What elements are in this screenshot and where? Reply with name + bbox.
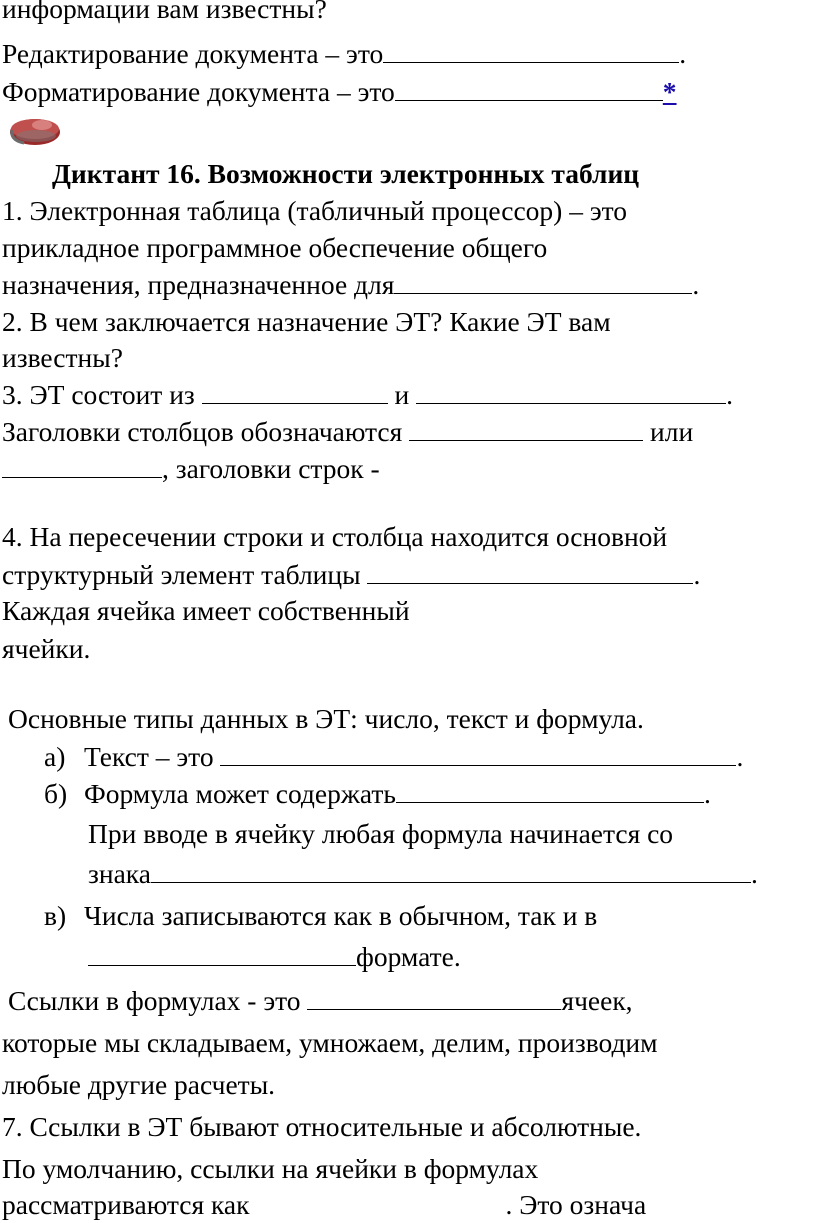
line-text: Форматирование документа – это (2, 76, 395, 107)
line-text: По умолчанию, ссылки на ячейки в формулах (2, 1153, 539, 1184)
blank-field[interactable] (416, 377, 726, 404)
line-text: 2. В чем заключается назначение ЭТ? Какие ЭТ вам (2, 306, 611, 337)
text-line (2, 1186, 646, 1223)
line-text: 4. На пересечении строки и столбца находится основной (2, 521, 668, 552)
line-text: прикладное программное обеспечение общего (2, 232, 548, 263)
line-text: и (394, 379, 410, 410)
text-line (2, 0, 327, 27)
line-text: информации вам известны? (2, 0, 327, 24)
text-line (2, 592, 410, 629)
text-line (2, 518, 667, 555)
line-text: назначения, предназначенное для (2, 269, 395, 300)
blank-field[interactable] (307, 983, 561, 1010)
line-text: Текст – это (84, 741, 214, 772)
line-text: . (726, 379, 733, 410)
list-marker: в) (44, 900, 67, 931)
line-text: структурный элемент таблицы (2, 559, 361, 590)
line-text: . (750, 858, 758, 889)
line-text: Основные типы данных в ЭТ: число, текст и формула. (8, 703, 644, 734)
blank-field[interactable] (396, 776, 704, 803)
text-line (2, 303, 611, 340)
text-line (2, 376, 733, 413)
footnote-link[interactable]: * (662, 76, 677, 107)
blank-field[interactable] (202, 377, 388, 404)
blank-field[interactable] (394, 267, 692, 294)
line-text: . (703, 778, 711, 809)
computer-mouse-icon (6, 110, 62, 150)
line-text: 1. Электронная таблица (табличный процессор) – это (2, 195, 628, 226)
title-text: Диктант 16. Возможности электронных таблиц (52, 158, 640, 189)
line-text: , заголовки строк - (162, 453, 380, 484)
line-text: 3. ЭТ состоит из (2, 379, 195, 410)
text-line (2, 73, 677, 110)
blank-field[interactable] (395, 74, 663, 101)
text-line (8, 982, 633, 1019)
line-text: ячейки. (2, 633, 91, 664)
text-line (2, 1108, 641, 1145)
line-text: знака (88, 858, 151, 889)
text-line (2, 1150, 538, 1187)
blank-field[interactable] (151, 856, 751, 883)
line-text: которые мы складываем, умножаем, делим, производим (2, 1027, 658, 1058)
text-line (8, 700, 644, 737)
text-line (2, 413, 693, 450)
line-text: Числа записываются как в обычном, так и в (84, 900, 598, 931)
blank-field[interactable] (2, 451, 162, 478)
text-line (88, 855, 758, 892)
text-line (2, 630, 90, 667)
text-line (2, 266, 699, 303)
text-line (2, 450, 380, 487)
text-line (2, 35, 686, 72)
blank-field[interactable] (409, 414, 643, 441)
text-line (88, 815, 673, 852)
line-text: Ссылки в формулах - это (8, 985, 301, 1016)
line-text: формате. (356, 941, 461, 972)
blank-field[interactable] (367, 557, 693, 584)
text-line (88, 938, 461, 975)
section-title (52, 155, 639, 192)
list-item (44, 775, 711, 812)
line-text: . (736, 741, 744, 772)
list-marker: б) (44, 778, 68, 809)
text-line (2, 556, 700, 593)
text-line (2, 339, 123, 376)
text-line (2, 1024, 658, 1061)
blank-field[interactable] (88, 939, 356, 966)
line-text: 7. Ссылки в ЭТ бывают относительные и абсолютные. (2, 1111, 642, 1142)
blank-field[interactable] (383, 36, 679, 63)
line-text: . (693, 559, 701, 590)
text-line (2, 229, 547, 266)
line-text: рассматриваются как (2, 1189, 250, 1220)
line-text: . (679, 38, 687, 69)
line-text: Каждая ячейка имеет собственный (2, 595, 410, 626)
line-text: ячеек, (561, 985, 633, 1016)
text-line (2, 192, 627, 229)
text-line (2, 1066, 275, 1103)
line-text: Заголовки столбцов обозначаются (2, 416, 403, 447)
list-item (44, 897, 597, 934)
line-text: Редактирование документа – это (2, 38, 384, 69)
line-text: При вводе в ячейку любая формула начинается со (88, 818, 674, 849)
line-text: любые другие расчеты. (2, 1069, 276, 1100)
line-text: или (650, 416, 694, 447)
line-text: известны? (2, 342, 123, 373)
line-text: . (692, 269, 700, 300)
line-text: . Это означа (505, 1189, 647, 1220)
list-marker: а) (44, 741, 66, 772)
blank-field[interactable] (220, 739, 736, 766)
line-text: Формула может содержать (84, 778, 396, 809)
list-item (44, 738, 743, 775)
